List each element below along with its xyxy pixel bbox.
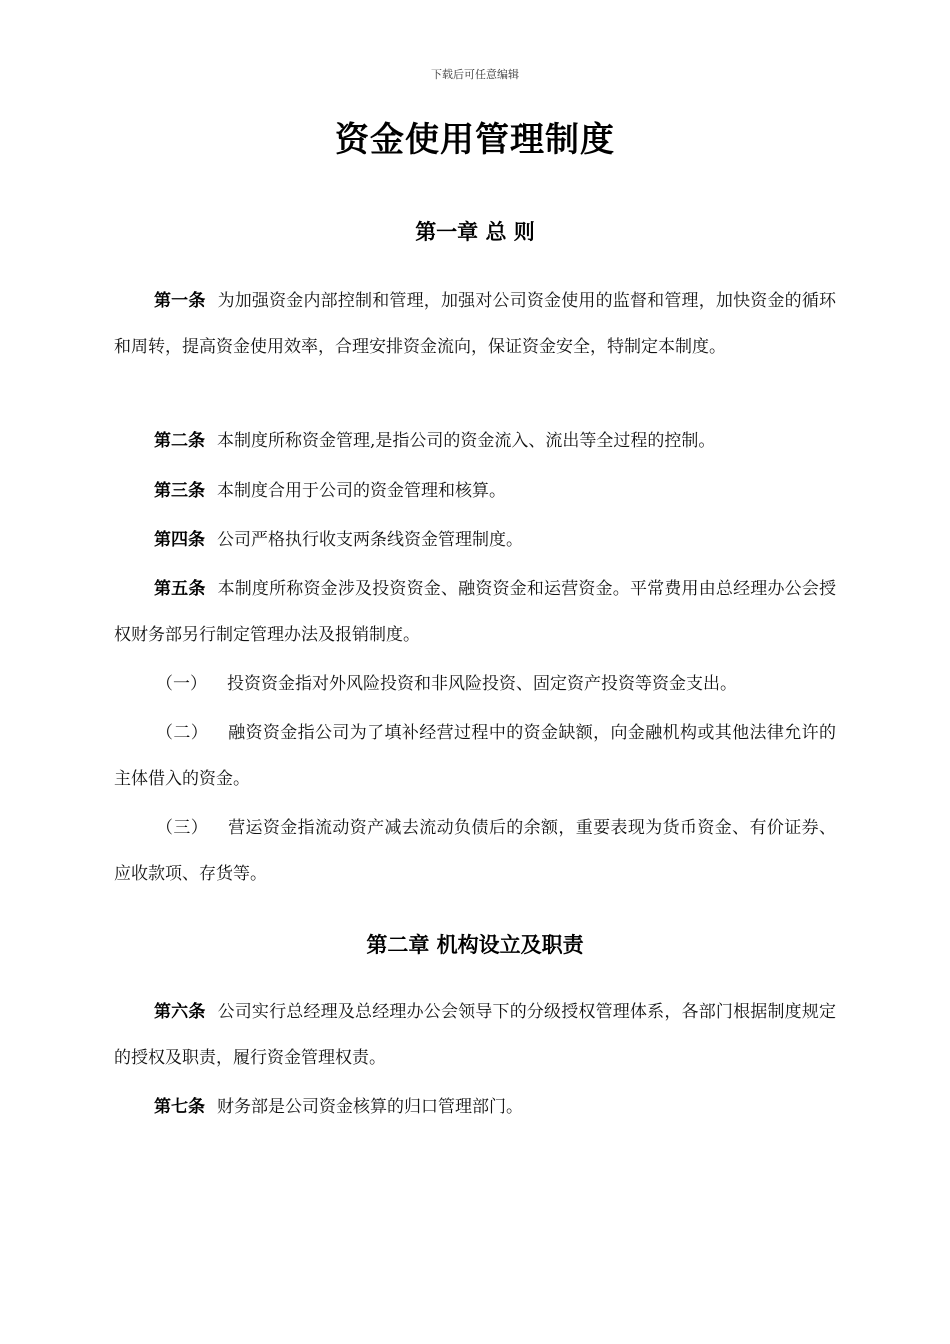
article-text: 本制度所称资金管理,是指公司的资金流入、流出等全过程的控制。 (217, 431, 716, 451)
list-item-number: （二） (156, 723, 209, 743)
list-item-2 (114, 710, 836, 802)
chapter-heading-2: 第二章 机构设立及职责 (366, 933, 584, 957)
article-text: 财务部是公司资金核算的归口管理部门。 (217, 1097, 523, 1117)
article-4 (114, 517, 836, 563)
chapter-heading-1: 第一章 总 则 (415, 220, 535, 244)
article-label: 第六条 (154, 1002, 206, 1022)
list-item-text: 营运资金指流动资产减去流动负债后的余额，重要表现为货币资金、有价证券、应收款项、存货等。 (114, 818, 837, 884)
article-5 (114, 566, 836, 658)
document-title: 资金使用管理制度 (335, 120, 615, 160)
article-label: 第三条 (154, 481, 205, 501)
article-2 (114, 418, 836, 464)
article-1 (114, 278, 836, 370)
article-label: 第七条 (154, 1097, 205, 1117)
article-6 (114, 989, 836, 1081)
list-item-number: （一） (156, 674, 207, 694)
list-item-number: （三） (156, 818, 209, 838)
list-item-1 (114, 661, 836, 707)
article-text: 为加强资金内部控制和管理，加强对公司资金使用的监督和管理，加快资金的循环和周转，提高资金使用效率，合理安排资金流向，保证资金安全，特制定本制度。 (114, 291, 837, 357)
article-text: 本制度合用于公司的资金管理和核算。 (217, 481, 506, 501)
article-7 (114, 1084, 836, 1130)
article-label: 第一条 (154, 291, 206, 311)
header-note: 下载后可任意编辑 (431, 68, 519, 81)
article-label: 第二条 (154, 431, 205, 451)
list-item-3 (114, 805, 836, 897)
list-item-text: 投资资金指对外风险投资和非风险投资、固定资产投资等资金支出。 (227, 674, 737, 694)
article-3 (114, 468, 836, 514)
article-text: 本制度所称资金涉及投资资金、融资资金和运营资金。平常费用由总经理办公会授权财务部另行制定管理办法及报销制度。 (114, 579, 837, 645)
article-text: 公司严格执行收支两条线资金管理制度。 (217, 530, 523, 550)
list-item-text: 融资资金指公司为了填补经营过程中的资金缺额，向金融机构或其他法律允许的主体借入的资金。 (114, 723, 837, 789)
article-label: 第五条 (154, 579, 206, 599)
article-text: 公司实行总经理及总经理办公会领导下的分级授权管理体系，各部门根据制度规定的授权及职责，履行资金管理权责。 (114, 1002, 837, 1068)
article-label: 第四条 (154, 530, 205, 550)
